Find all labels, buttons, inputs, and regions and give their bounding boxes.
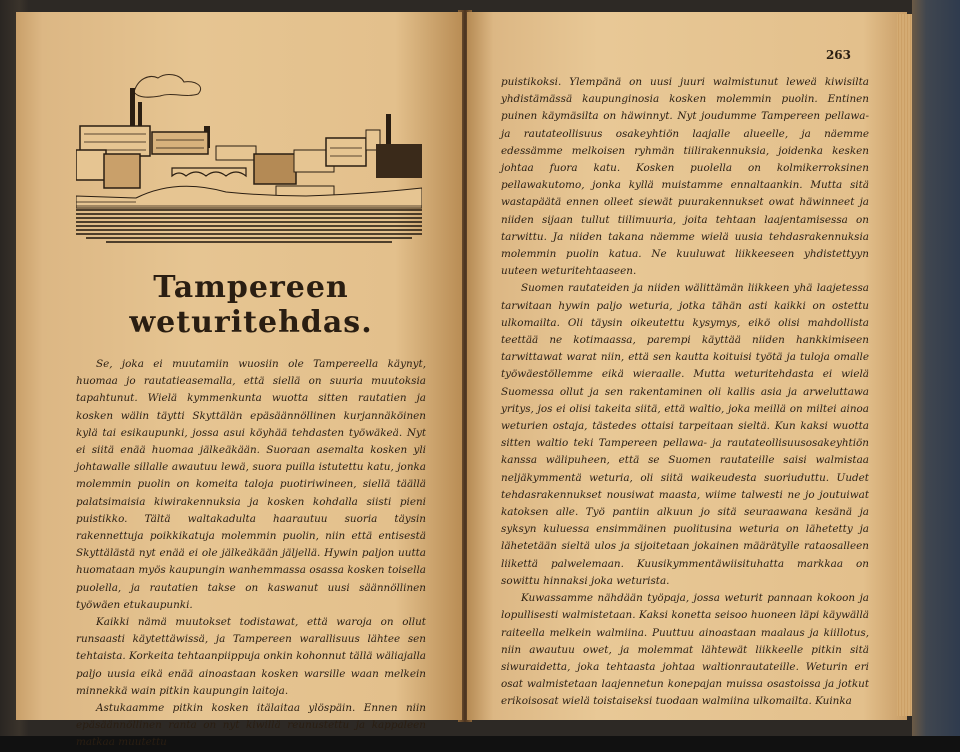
page-edges [897,14,913,716]
left-paragraph-2: Kaikki nämä muutokset todistawat, että waroja on ollut runsaasti käytettäwissä, ja Tampereen warallisuus lähtee sen tehtaista. Korkeita tehtaanpiippuja onkin kohonnut tällä wäliajalla paljo uusia eikä enää ainoastaan kosken warsille waan melkein minnekkä wain pitkin kaupungin laitoja. [76,616,426,697]
right-paragraph-3: Kuwassamme nähdään työpaja, jossa weturit pannaan kokoon ja lopullisesti walmistetaan. Kaksi konetta seisoo huoneen läpi käywällä raiteella melkein walmiina. Puuttuu ainoastaan maalaus ja kiillotus, niin awautuu owet, ja molemmat lähtewät liikkeelle pitkin sitä siwuraidetta, joka tehtaasta johtaa waltionrautateille. Weturin eri osat walmistetaan laajennetun konepajan muissa osastoissa ja jotkut erikoisosat wielä toistaiseksi tuodaan walmiina ulkomailta. Kuinka [501,592,869,708]
article-title: Tampereen weturitehdas. [129,270,373,340]
right-page [467,12,907,720]
page-number: 263 [825,48,851,62]
factory-illustration [76,68,422,244]
right-paragraph-1: puistikoksi. Ylempänä on uusi juuri walmistunut leweä kiwisilta yhdistämässä kaupunginosia kosken molemmin puolin. Entinen puinen käymäsilta on häwinnyt. Nyt joudumme Tampereen pellawa- ja rautateollisuus osakeyhtiön laajalle alueelle, ja näemme edessämme melkoisen ryhmän tiilirakennuksia, joidenka kesken johtaa fuora katu. Kosken puolella on kolmikerroksinen pellawakutomo, jonka kyllä muistamme ennaltaankin. Mutta sitä wastapäätä ennen olleet siewät puurakennukset owat häwinneet ja niiden sijaan tullut tiilimuuria, joita tehtaan laajentamisessa on tarwittu. Ja niiden takana näemme wielä uusia tehdasrakennuksia molemmin puolin katua. Ne kuuluwat liikkeeseen yhdistettyyn uuteen weturitehtaaseen. [501,76,869,278]
left-page [16,12,462,749]
left-paragraph-3: Astukaamme pitkin kosken itälaitaa ylöspäin. Ennen niin epäsäännöllinen ranta on nyt kiwillä reunustettu ja kappaleen matkaa muutettu [76,702,426,749]
book-cover-edge [912,0,960,736]
left-paragraph-1: Se, joka ei muutamiin wuosiin ole Tampereella käynyt, huomaa jo rautatieasemalla, että siellä on suuria muutoksia tapahtunut. Wielä kymmenkunta wuotta sitten rautatien ja kosken wälin täytti Skyttälän epäsäännöllinen kurjannäköinen kylä tai esikaupunki, jossa asui köyhää tehdasten työwäkeä. Nyt ei siitä enää huomaa jälkeäkään. Suoraan asemalta kosken yli johtawalle sillalle awautuu lewä, suora puilla istutettu katu, jonka molemmin puolin on komeita taloja puotiriwineen, siellä täällä palatsimaisia kiwirakennuksia ja kosken kohdalla siisti pieni puistikko. Tältä waltakadulta haarautuu suoria täysin rakennettuja poikkikatuja molemmin puolin, niin että entisestä Skyttälästä nyt enää ei ole jälkeäkään jäljellä. Hywin paljon uutta huomataan myös kaupungin wanhemmassa osassa kosken toisella puolella, ja rautatien takse on kaswanut uusi säännöllinen työwäen etukaupunki. [76,358,426,611]
right-paragraph-2: Suomen rautateiden ja niiden wälittämän liikkeen yhä laajetessa tarwitaan hywin paljo weturia, jotka tähän asti kaikki on ostettu ulkomailta. Oli täysin oikeutettu kysymys, eikö olisi mahdollista teettää ne kotimaassa, parempi käyttää niiden hankkimiseen tarwittawat warat niin, että sen kautta koituisi työtä ja tuloja omalle työwäestöllemme eikä wieraalle. Mutta weturitehdasta ei wielä Suomessa ollut ja sen rakentaminen oli kallis asia ja arweluttawa yritys, jos ei olisi takeita siitä, että waltio, joka meillä on miltei ainoa weturien ostaja, tästedes ottaisi tarpeitaan sieltä. Kun kaksi wuotta sitten waltio teki Tampereen pellawa- ja rautateollisuusosakeyhtiön kanssa wälipuheen, että se Suomen rautateille saisi walmistaa neljäkymmentä weturia, oli siitä waikeudesta suoriuduttu. Uudet tehdasrakennukset nousiwat maasta, wiime talwesti ne jo joutuiwat katoksen alle. Työ pantiin alkuun jo sitä seuraawana kesänä ja syksyn kuluessa ensimmäinen puolitusina weturia on lähetetty ja lähetetään sieltä ulos ja sijoitetaan jokainen määrätylle rataosalleen liikettä palwelemaan. Kuusikymmentäwiisituhatta markkaa on sowittu hinnaksi joka weturista. [501,282,869,587]
